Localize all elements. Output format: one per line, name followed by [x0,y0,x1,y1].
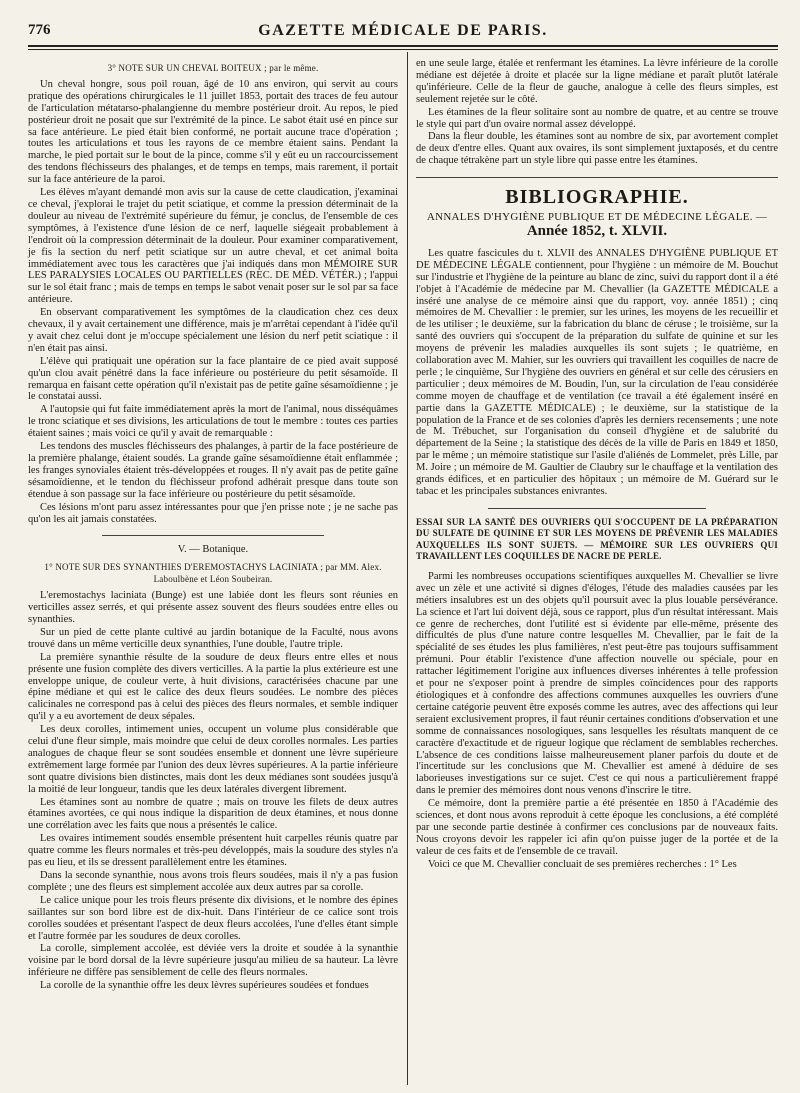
paragraph: En observant comparativement les symptômes de la claudication chez ces deux chevaux, il y avait certainement une différence, mais je m'arrêtai cependant à l'idée qu'il y avait chez celui dont je m'occupe spécialement une lésion du nerf petit sciatique : il n'en était pas ainsi. [28,307,398,354]
paragraph: Le calice unique pour les trois fleurs présente dix divisions, et le nombre des épines saillantes sur son bord libre est de dix-huit. Dans l'intérieur de ce calice sont trois corolles soudées et présentant l'aspect de deux fleurs accolées, l'une d'elles étant simple et l'autre formée par les soudures de deux corolles. [28,894,398,942]
paragraph: Un cheval hongre, sous poil rouan, âgé de 10 ans environ, qui servit au cours pratique des opérations chirurgicales le 11 juillet 1853, portait des traces de feu autour de l'articulation métatarso-phalangienne du membre postérieur droit. Au repos, le pied postérieur droit ne posait que sur l'extrémité de la pince. Le sabot était usé en pince sur sa face antérieure. Le pied était bien conformé, ne portait aucune trace d'opération ; toutes les articulations et tous les rayons de ce membre étaient sains. Pendant la marche, le pied portait sur le bout de la pince, comme s'il y eût eu un raccourcissement des tendons fléchisseurs des phalanges, et de temps en temps, mais rarement, il portait sur la face antérieure de la paroi. [28,78,398,186]
section-rule [416,177,778,178]
paragraph: L'élève qui pratiquait une opération sur la face plantaire de ce pied avait supposé qu'un clou avait pénétré dans la face inférieure ou postérieure du petit sésamoïde. Il remarqua en faisant cette opération qu'il n'existait pas de petite gaîne sésamoïdienne ; je le constatai aussi. [28,355,398,403]
paragraph: La première synanthie résulte de la soudure de deux fleurs entre elles et nous présente une fusion complète des divers verticilles. A la partie la plus extérieure est une enveloppe unique, de couleur verte, à huit divisions, caractérisées chacune par une épine médiane et qui est le calice des deux fleurs soudées. Le nombre des pièces calicinales ne correspond pas à celui des pièces des fleurs normales, et semble indiquer qu'il y a eu avortement de deux sépales. [28,651,398,723]
header-rule [28,45,778,47]
page-number: 776 [28,22,51,38]
paragraph: A l'autopsie qui fut faite immédiatement après la mort de l'animal, nous disséquâmes le tronc sciatique et ses divisions, les articulations de tout le membre : toutes ces parties étaient saines ; mais voici ce qu'il y avait de remarquable : [28,404,398,440]
paragraph: Les étamines de la fleur solitaire sont au nombre de quatre, et au centre se trouve le style qui part d'un ovaire normal assez développé. [416,106,778,130]
paragraph: Ce mémoire, dont la première partie a été présentée en 1850 à l'Académie des sciences, et dont nous avons reproduit à cette époque les conclusions, a été complété par une seconde partie destinée à confirmer ces conclusions par de nouveaux faits. Nous croyons devoir les rappeler ici afin qu'on puisse juger de la portée et de la valeur de ces faits et de l'ensemble de ce travail. [416,798,778,857]
paragraph: en une seule large, étalée et renfermant les étamines. La lèvre inférieure de la corolle médiane est déjetée à droite et placée sur la ligne médiane et paraît plutôt latérale qu'inférieure. Celle de la fleur de gauche, analogue à celle des fleurs simples, est seulement rejetée sur le côté. [416,58,778,105]
paragraph: Dans la fleur double, les étamines sont au nombre de six, par avortement complet de deux d'entre elles. Quant aux ovaires, ils sont simplement juxtaposés, et du centre de chaque tétrakène part un style libre qui passe entre les étamines. [416,131,778,167]
journal-title: GAZETTE MÉDICALE DE PARIS. [258,22,548,39]
left-column [28,58,398,993]
note1-title: 1° NOTE SUR DES SYNANTHIES D'EREMOSTACHYS LACINIATA ; par MM. Alex. Laboulbène et Léon Soubeiran. [44,562,382,585]
paragraph: La corolle, simplement accolée, est déviée vers la droite et soudée à la synanthie voisine par le bord dorsal de la lèvre supérieure jusqu'au milieu de sa hauteur. La lèvre inférieure ne diffère pas sensiblement de celle des fleurs normales. [28,943,398,979]
paragraph: La corolle de la synanthie offre les deux lèvres supérieures soudées et fondues [40,980,369,992]
note3-title: 3° NOTE SUR UN CHEVAL BOITEUX ; par le même. [107,63,319,73]
paragraph: Voici ce que M. Chevallier concluait de ses premières recherches : 1° Les [428,858,737,870]
paragraph: Parmi les nombreuses occupations scientifiques auxquelles M. Chevallier se livre avec un zèle et une activité si dignes d'éloges, l'étude des maladies causées par les métiers insalubres est un des objets qu'il poursuit avec la plus louable persévérance. La science et l'art lui doivent déjà, sous ce rapport, plus d'un résultat intéressant. Mais ce genre de recherches, dont l'utilité est si évidente par elle-même, présente des difficultés de plus d'une nature contre lesquelles M. Chevallier, par le fait de la spécialité de ses études les plus familières, n'est peut-être pas toujours suffisamment prémuni. Pour établir l'existence d'une affection nouvelle ou spéciale, pour en rattacher légitimement l'origine aux influences diverses inhérentes à telle profession et pour ne s'exposer point à prendre de simples coïncidences pour des rapports étiologiques et à confondre des affections communes auxquelles les ouvriers d'une certaine catégorie peuvent être exposés comme les autres, avec des affections qui leur seraient exclusivement propres, il faut réunir certaines conditions d'observation et une somme de connaissances nosologiques, sans lesquelles les résultats manquent de ce caractère d'exactitude et de rigueur logique que réclament de semblables recherches. L'absence de ces conditions laisse malheureusement planer parfois du doute et de l'incertitude sur les conclusions que M. Chevallier est amené à déduire de ses laborieuses investigations sur ce sujet. C'est ce qui nous a particulièrement frappé dans le premier des mémoires dont nous venons d'inscrire le titre. [416,570,778,797]
essai-title: ESSAI SUR LA SANTÉ DES OUVRIERS QUI S'OCCUPENT DE LA PRÉPARATION DU SULFATE DE QUININE ET SUR LES MOYENS DE PRÉVENIR LES MALADIES AUXQUELLES ILS SONT SUJETS. — MÉMOIRE SUR LES OUVRIERS QUI TRAVAILLENT LES COQUILLES DE NACRE DE PERLE. [416,516,778,562]
paragraph: Les tendons des muscles fléchisseurs des phalanges, à partir de la face postérieure de la première phalange, étaient soudés. La grande gaîne sésamoïdienne était enflammée ; les franges synoviales étaient très-développées et rouges. Il n'y avait pas de petite gaîne sésamoïdienne, et le tendon du fléchisseur profond adhérait presque dans toute son étendue à son passage sur la face inférieure ou postérieure du petit sésamoïde. [28,441,398,500]
header-rule-thin [28,49,778,50]
bibliographie-heading: BIBLIOGRAPHIE. [505,186,689,209]
paragraph: Les ovaires intimement soudés ensemble présentent huit carpelles réunis quatre par quatre comme les fleurs normales et très-peu développés, mais la soudure des styles n'a pas eu lieu, et ils se dressent parallèlement entre les étamines. [28,833,398,869]
paragraph: Les deux corolles, intimement unies, occupent un volume plus considérable que celui d'une fleur simple, mais moindre que celui de deux corolles normales. Les parties analogues de chaque fleur se sont soudées ensemble et donnent une lèvre supérieure extrêmement large formée par l'union des deux lèvres supérieures. A la partie inférieure sont quatre divisions bien distinctes, mais dont les deux médianes sont soudées jusqu'à la moitié de leur longueur, tandis que les deux latérales divergent librement. [28,724,398,795]
page-header [28,22,778,44]
section-rule [488,508,705,509]
annales-year: Année 1852, t. XLVII. [526,222,668,239]
paragraph: Les étamines sont au nombre de quatre ; mais on trouve les filets de deux autres étamines avortées, ce qui nous indique la disparition de deux étamines, et nous donne une corrélation avec les faits que nous a présentés le calice. [28,796,398,832]
column-divider [407,52,408,1085]
paragraph: Dans la seconde synanthie, nous avons trois fleurs soudées, mais il n'y a pas fusion complète ; une des fleurs est simplement accolée aux deux autres par sa corolle. [28,870,398,893]
right-column [416,58,778,872]
annales-title: ANNALES D'HYGIÈNE PUBLIQUE ET DE MÉDECINE LÉGALE. — [426,211,768,224]
paragraph: Les quatre fascicules du t. XLVII des ANNALES D'HYGIÈNE PUBLIQUE ET DE MÉDECINE LÉGALE contiennent, pour l'hygiène : un mémoire de M. Bouchut sur l'industrie et l'hygiène de la peinture au blanc de zinc, suivi du rapport dont il a été l'objet à l'Académie de médecine par M. Chevallier (la GAZETTE MÉDICALE a inséré une analyse de ce mémoire ainsi que du rapport, voy. année 1851) ; cinq mémoires de M. Chevallier : le premier, sur les urines, les moyens de les recueillir et de les utiliser ; le deuxième, sur la fabrication du blanc de céruse ; le troisième, sur la santé des ouvriers qui s'occupent de la préparation du sulfate de quinine et sur les moyens de prévenir les maladies auxquelles ils sont sujets ; le quatrième, en collaboration avec M. Mahier, sur les ouvriers qui travaillent les coquilles de nacre de perle ; le cinquième, Sur l'hygiène des ouvriers en général et sur celle des cérusiers en particulier ; deux mémoires de M. Boudin, l'un, sur la circulation de l'eau considérée comme moyen de chauffage et de ventilation (ce travail a été également inséré en partie dans la GAZETTE MÉDICALE) ; le deuxième, sur la statistique de la population de la France et de ses colonies d'après les derniers recensements ; une note de M. Trébuchet, sur l'organisation du conseil d'hygiène et de salubrité du département de la Seine ; la statistique des décès de la ville de Paris en 1849 et 1850, par le même ; un mémoire statistique sur l'asile d'aliénés de Lommelet, près Lille, par M. Joire ; un mémoire de M. Gaultier de Claubry sur le chauffage et la ventilation des grands édifices, et en particulier des hôpitaux ; un mémoire de M. Guérard sur le tabac et les principales substances enivrantes. [416,247,778,497]
paragraph: L'eremostachys laciniata (Bunge) est une labiée dont les fleurs sont réunies en verticilles assez serrés, et qui présente assez souvent des fleurs soudées entre elles ou synanthies. [28,590,398,625]
paragraph: Ces lésions m'ont paru assez intéressantes pour que j'en prisse note ; je ne sache pas qu'on les ait jamais constatées. [28,501,398,525]
paragraph: Sur un pied de cette plante cultivé au jardin botanique de la Faculté, nous avons trouvé dans un même verticille deux synanthies, l'une double, l'autre triple. [28,626,398,650]
paragraph: Les élèves m'ayant demandé mon avis sur la cause de cette claudication, j'examinai ce cheval, j'explorai le trajet du petit sciatique, et comme la pression déterminait de la douleur au niveau de l'extrémité supérieure du fémur, je conclus, de l'ensemble de ces symptômes, à l'existence d'une lésion de ce nerf, laquelle siégeait probablement à l'endroit où la compression déterminait de la douleur. Pour examiner comparativement, je fis la section du nerf petit sciatique sur un autre cheval, et cet animal boita immédiatement avec tous les caractères que j'ai indiqués dans mon MÉMOIRE SUR LES PARALYSIES LOCALES OU PARTIELLES (REC. DE MÉD. VÉTÉR.) ; l'appui sur le sol était franc ; mais de temps en temps le sabot venait poser sur le sol par sa face antérieure. [28,187,398,306]
section-rule [102,535,324,536]
section-heading-botanique: V. — Botanique. [177,544,249,556]
